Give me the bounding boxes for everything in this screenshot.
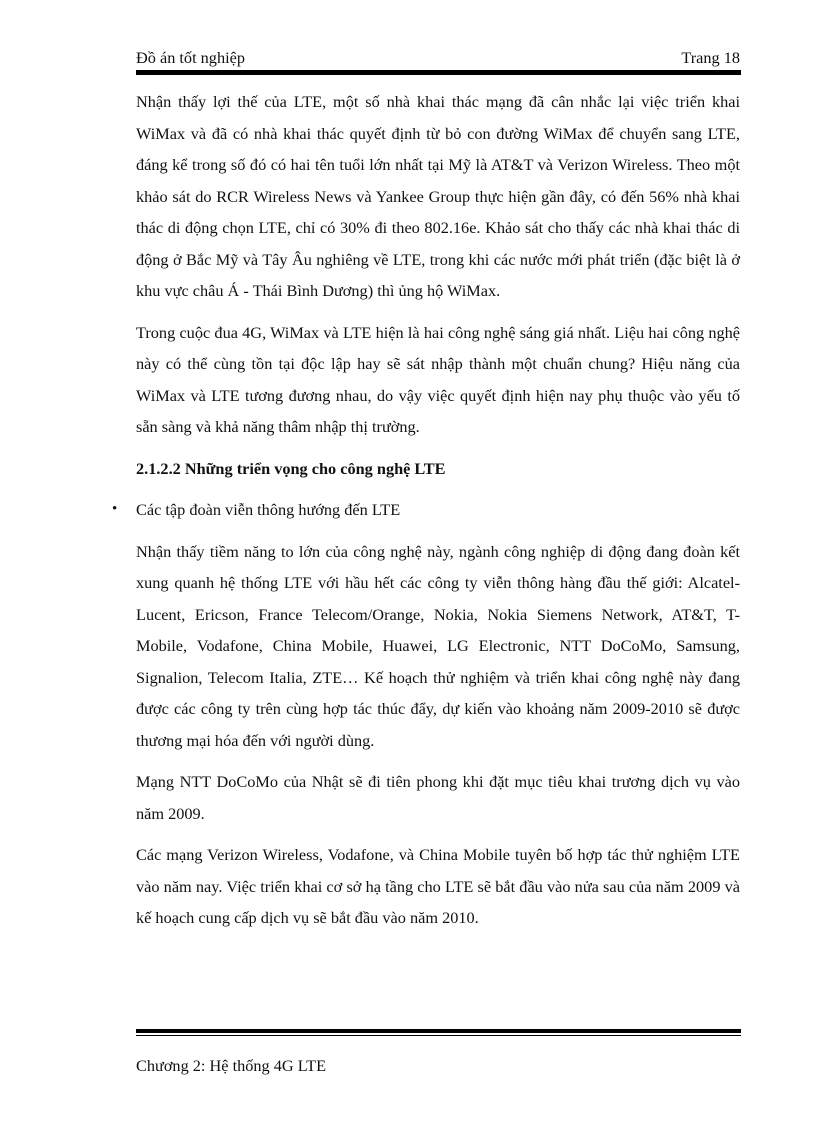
footer-rule-thin	[136, 1035, 741, 1036]
footer-chapter-title: Chương 2: Hệ thống 4G LTE	[136, 1056, 327, 1075]
bullet-icon: •	[112, 501, 118, 517]
paragraph-industry-support: Nhận thấy tiềm năng to lớn của công nghệ này, ngành công nghiệp di động đang đoàn kết xung quanh hệ thống LTE với hầu hết các công ty viễn thông hàng đầu thế giới: Alcatel-Lucent, Ericson, France Telecom/Orange, Nokia, Nokia Siemens Network, AT&T, T-Mobile, Vodafone, China Mobile, Huawei, LG Electronic, NTT DoCoMo, Samsung, Signalion, Telecom Italia, ZTE… Kế hoạch thử nghiệm và triển khai công nghệ này đang được các công ty trên cùng hợp tác thúc đẩy, dự kiến vào khoảng năm 2009-2010 sẽ được thương mại hóa đến với người dùng.	[136, 541, 740, 750]
page-footer	[136, 1054, 326, 1078]
header-rule	[136, 70, 741, 75]
section-heading: 2.1.2.2 Những triển vọng cho công nghệ LTE	[136, 458, 446, 478]
paragraph-trial-plans: Các mạng Verizon Wireless, Vodafone, và China Mobile tuyên bố hợp tác thử nghiệm LTE vào năm nay. Việc triển khai cơ sở hạ tầng cho LTE sẽ bắt đầu vào nửa sau của năm 2009 và kế hoạch cung cấp dịch vụ sẽ bắt đầu vào năm 2010.	[136, 845, 740, 927]
page-header	[136, 46, 740, 70]
paragraph-4g-race: Trong cuộc đua 4G, WiMax và LTE hiện là hai công nghệ sáng giá nhất. Liệu hai công nghệ này có thể cùng tồn tại độc lập hay sẽ sát nhập thành một chuẩn chung? Hiệu năng của WiMax và LTE tương đương nhau, do vậy việc quyết định hiện nay phụ thuộc vào yếu tố sẵn sàng và khả năng thâm nhập thị trường.	[136, 322, 740, 436]
bullet-text: Các tập đoàn viễn thông hướng đến LTE	[136, 500, 401, 519]
page-body	[112, 86, 740, 934]
paragraph-lte-advantage: Nhận thấy lợi thế của LTE, một số nhà khai thác mạng đã cân nhắc lại việc triển khai WiMax và đã có nhà khai thác quyết định từ bỏ con đường WiMax để chuyển sang LTE, đáng kể trong số đó có hai tên tuổi lớn nhất tại Mỹ là AT&T và Verizon Wireless. Theo một khảo sát do RCR Wireless News và Yankee Group thực hiện gần đây, có đến 56% nhà khai thác di động chọn LTE, chỉ có 30% đi theo 802.16e. Khảo sát cho thấy các nhà khai thác di động ở Bắc Mỹ và Tây Âu nghiêng về LTE, trong khi các nước mới phát triển (đặc biệt là ở khu vực châu Á - Thái Bình Dương) thì ủng hộ WiMax.	[136, 92, 740, 300]
footer-rule-thick	[136, 1029, 741, 1033]
header-title: Đồ án tốt nghiệp	[136, 48, 245, 67]
page-number: Trang 18	[681, 48, 740, 67]
bullet-item	[112, 494, 740, 526]
paragraph-ntt-docomo: Mạng NTT DoCoMo của Nhật sẽ đi tiên phong khi đặt mục tiêu khai trương dịch vụ vào năm 2009.	[136, 772, 740, 823]
